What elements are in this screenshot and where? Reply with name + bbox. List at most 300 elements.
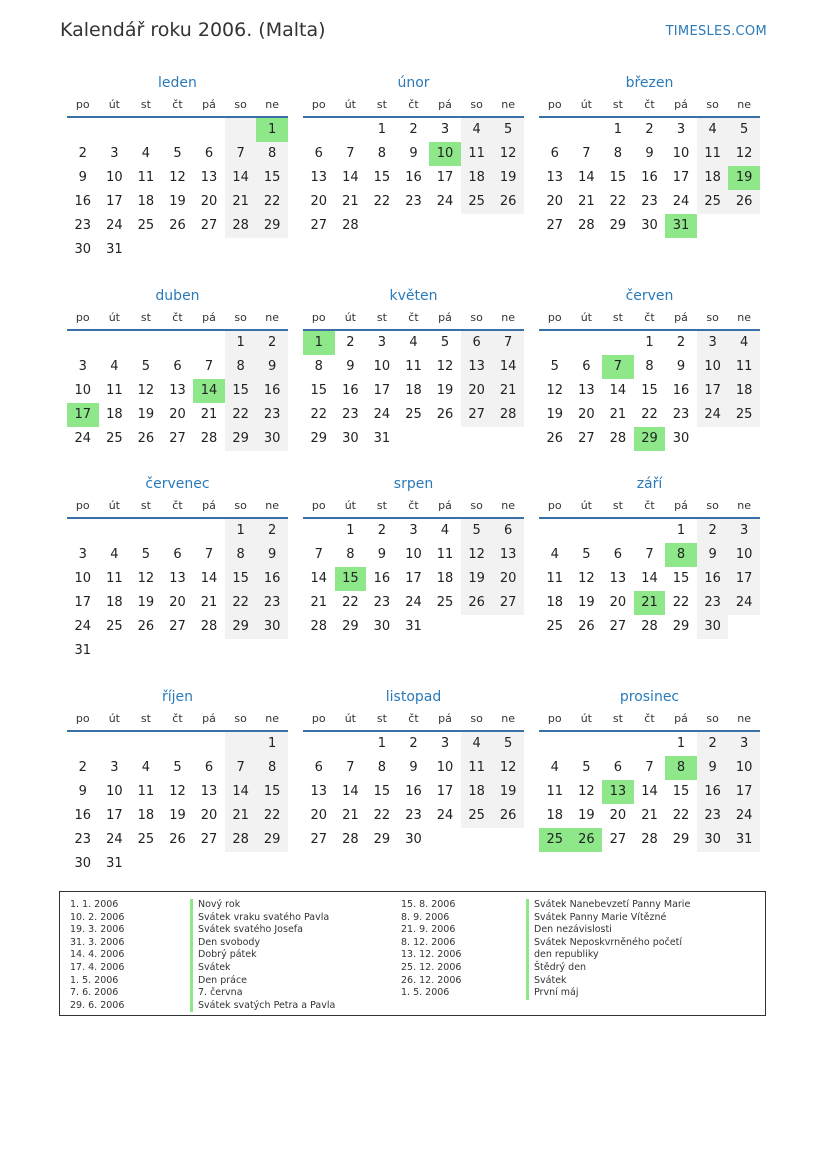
weekday-label: so bbox=[706, 712, 719, 725]
day-cell: 20 bbox=[609, 595, 627, 610]
day-cell: 3 bbox=[78, 359, 87, 374]
day-cell: 22 bbox=[256, 190, 288, 214]
month-block bbox=[539, 285, 760, 451]
weekday-label: st bbox=[612, 499, 623, 512]
day-cell: 25 bbox=[137, 218, 155, 233]
day-cell: 28 bbox=[492, 403, 524, 427]
day-cell: 27 bbox=[169, 431, 186, 446]
weekday-label: út bbox=[108, 499, 120, 512]
weekday-label: po bbox=[311, 499, 326, 512]
holiday-day-cell: 25 bbox=[539, 828, 571, 852]
weekday-header bbox=[67, 94, 288, 118]
day-cell: 12 bbox=[461, 543, 493, 567]
holiday-day-cell: 31 bbox=[665, 214, 697, 238]
legend-date: 10. 2. 2006 bbox=[70, 911, 125, 923]
weekday-header bbox=[539, 495, 760, 519]
weekday-label: čt bbox=[644, 712, 655, 725]
day-cell: 7 bbox=[225, 756, 257, 780]
day-cell: 9 bbox=[78, 170, 87, 185]
holiday-day-cell: 8 bbox=[665, 543, 697, 567]
legend-date: 1. 5. 2006 bbox=[401, 987, 450, 999]
day-cell: 19 bbox=[492, 780, 524, 804]
site-brand-link[interactable]: TIMESLES.COM bbox=[665, 24, 767, 39]
day-cell: 4 bbox=[141, 146, 151, 161]
month-block bbox=[67, 686, 288, 876]
day-cell: 6 bbox=[582, 359, 591, 374]
weekday-label: po bbox=[311, 311, 326, 324]
weekday-label: út bbox=[344, 499, 356, 512]
day-cell: 16 bbox=[256, 379, 288, 403]
month-name: červenec bbox=[145, 476, 210, 492]
day-cell: 18 bbox=[405, 383, 422, 398]
weekday-label: po bbox=[75, 499, 90, 512]
day-cell: 24 bbox=[672, 194, 690, 209]
weekday-label: so bbox=[470, 98, 483, 111]
month-name: září bbox=[636, 476, 663, 492]
day-cell: 24 bbox=[106, 832, 123, 847]
weekday-label: so bbox=[706, 98, 719, 111]
day-cell: 22 bbox=[225, 591, 257, 615]
month-block bbox=[539, 686, 760, 852]
day-cell: 10 bbox=[728, 543, 760, 567]
day-cell: 29 bbox=[672, 619, 690, 634]
day-cell: 15 bbox=[256, 166, 288, 190]
weekday-label: st bbox=[612, 98, 623, 111]
day-cell: 29 bbox=[225, 427, 257, 451]
weekday-label: so bbox=[706, 311, 719, 324]
weekday-header bbox=[67, 307, 288, 331]
day-cell: 4 bbox=[461, 118, 493, 142]
month-block bbox=[303, 473, 524, 639]
day-cell: 28 bbox=[578, 218, 595, 233]
month-name: prosinec bbox=[619, 689, 680, 705]
legend-holiday-name: den republiky bbox=[526, 949, 690, 962]
day-cell: 30 bbox=[697, 615, 729, 639]
legend-dates-left bbox=[70, 899, 124, 1012]
empty-cell bbox=[571, 519, 603, 543]
weekday-label: čt bbox=[644, 311, 655, 324]
day-cell: 1 bbox=[645, 335, 654, 350]
day-cell: 6 bbox=[461, 331, 493, 355]
weekday-label: pá bbox=[202, 499, 216, 512]
empty-cell bbox=[130, 519, 162, 543]
day-cell: 18 bbox=[436, 571, 454, 586]
day-cell: 15 bbox=[373, 170, 391, 185]
day-grid bbox=[303, 118, 524, 238]
day-cell: 17 bbox=[74, 595, 92, 610]
day-cell: 1 bbox=[256, 732, 288, 756]
day-cell: 11 bbox=[137, 170, 155, 185]
weekday-label: po bbox=[547, 98, 562, 111]
day-cell: 6 bbox=[314, 760, 323, 775]
day-cell: 28 bbox=[342, 218, 359, 233]
day-cell: 29 bbox=[373, 832, 391, 847]
day-cell: 14 bbox=[225, 780, 257, 804]
legend-holiday-name: Štědrý den bbox=[526, 962, 690, 975]
day-cell: 8 bbox=[645, 359, 654, 374]
empty-cell bbox=[130, 118, 162, 142]
weekday-label: čt bbox=[408, 712, 419, 725]
day-cell: 31 bbox=[728, 828, 760, 852]
day-cell: 10 bbox=[728, 756, 760, 780]
day-cell: 23 bbox=[405, 808, 422, 823]
weekday-label: pá bbox=[202, 311, 216, 324]
day-cell: 13 bbox=[578, 383, 595, 398]
day-cell: 12 bbox=[169, 784, 186, 799]
legend-holiday-name: Dobrý pátek bbox=[190, 949, 335, 962]
day-cell: 9 bbox=[346, 359, 355, 374]
empty-cell bbox=[193, 519, 225, 543]
day-cell: 15 bbox=[373, 784, 391, 799]
day-cell: 4 bbox=[461, 732, 493, 756]
day-cell: 21 bbox=[310, 595, 328, 610]
weekday-header bbox=[303, 307, 524, 331]
day-cell: 28 bbox=[641, 832, 658, 847]
legend-holiday-name: Den práce bbox=[190, 975, 335, 988]
weekday-label: so bbox=[234, 499, 247, 512]
day-cell: 29 bbox=[256, 214, 288, 238]
day-cell: 9 bbox=[645, 146, 654, 161]
legend-holiday-name: Svátek svatých Petra a Pavla bbox=[190, 1000, 335, 1013]
holiday-day-cell: 8 bbox=[665, 756, 697, 780]
weekday-label: pá bbox=[674, 712, 688, 725]
day-cell: 14 bbox=[225, 166, 257, 190]
empty-cell bbox=[303, 118, 335, 142]
day-cell: 15 bbox=[225, 379, 257, 403]
day-cell: 4 bbox=[728, 331, 760, 355]
weekday-label: ne bbox=[501, 499, 516, 512]
weekday-label: čt bbox=[408, 311, 419, 324]
day-cell: 5 bbox=[550, 359, 559, 374]
day-cell: 21 bbox=[225, 804, 257, 828]
weekday-label: pá bbox=[438, 499, 452, 512]
month-block bbox=[539, 72, 760, 238]
legend-holiday-name: Svátek Panny Marie Vítězné bbox=[526, 912, 690, 925]
day-cell: 23 bbox=[697, 804, 729, 828]
empty-cell bbox=[571, 732, 603, 756]
day-cell: 13 bbox=[169, 383, 186, 398]
weekday-label: pá bbox=[438, 98, 452, 111]
weekday-label: po bbox=[547, 311, 562, 324]
legend-date: 26. 12. 2006 bbox=[401, 974, 462, 986]
weekday-label: po bbox=[547, 499, 562, 512]
weekday-header bbox=[539, 708, 760, 732]
day-cell: 27 bbox=[169, 619, 186, 634]
day-cell: 26 bbox=[492, 804, 524, 828]
day-cell: 2 bbox=[697, 519, 729, 543]
month-block bbox=[67, 473, 288, 663]
day-cell: 27 bbox=[492, 591, 524, 615]
legend-date: 7. 6. 2006 bbox=[70, 987, 119, 999]
day-cell: 3 bbox=[728, 519, 760, 543]
weekday-label: po bbox=[75, 98, 90, 111]
weekday-label: st bbox=[140, 499, 151, 512]
weekday-label: st bbox=[376, 499, 387, 512]
empty-cell bbox=[162, 732, 194, 756]
day-cell: 28 bbox=[200, 619, 218, 634]
day-cell: 13 bbox=[492, 543, 524, 567]
day-cell: 20 bbox=[578, 407, 595, 422]
day-cell: 9 bbox=[409, 146, 418, 161]
day-cell: 9 bbox=[697, 756, 729, 780]
empty-cell bbox=[67, 118, 99, 142]
empty-cell bbox=[303, 732, 335, 756]
weekday-header bbox=[539, 94, 760, 118]
day-cell: 14 bbox=[342, 170, 359, 185]
weekday-label: st bbox=[612, 311, 623, 324]
day-cell: 1 bbox=[377, 736, 387, 751]
day-cell: 25 bbox=[106, 431, 123, 446]
day-cell: 10 bbox=[74, 571, 92, 586]
day-cell: 2 bbox=[78, 146, 87, 161]
legend-date: 1. 5. 2006 bbox=[70, 974, 119, 986]
day-cell: 18 bbox=[461, 780, 493, 804]
day-cell: 16 bbox=[405, 170, 422, 185]
day-cell: 29 bbox=[672, 832, 690, 847]
day-cell: 14 bbox=[641, 784, 658, 799]
empty-cell bbox=[162, 331, 194, 355]
day-cell: 30 bbox=[405, 832, 422, 847]
day-cell: 12 bbox=[728, 142, 760, 166]
day-cell: 24 bbox=[405, 595, 422, 610]
day-cell: 26 bbox=[578, 619, 595, 634]
day-cell: 16 bbox=[405, 784, 422, 799]
day-cell: 12 bbox=[578, 784, 595, 799]
weekday-label: so bbox=[234, 712, 247, 725]
weekday-header bbox=[67, 708, 288, 732]
day-cell: 10 bbox=[405, 547, 422, 562]
weekday-label: čt bbox=[644, 98, 655, 111]
day-cell: 19 bbox=[546, 407, 564, 422]
empty-cell bbox=[634, 519, 666, 543]
day-cell: 9 bbox=[78, 784, 87, 799]
day-cell: 6 bbox=[550, 146, 559, 161]
legend-names-right bbox=[526, 899, 690, 1000]
day-cell: 27 bbox=[310, 832, 328, 847]
day-cell: 26 bbox=[492, 190, 524, 214]
month-block bbox=[303, 72, 524, 238]
day-cell: 7 bbox=[346, 146, 355, 161]
day-cell: 4 bbox=[550, 547, 559, 562]
day-cell: 6 bbox=[173, 359, 182, 374]
legend-holiday-name: Svátek Nanebevzetí Panny Marie bbox=[526, 899, 690, 912]
day-cell: 30 bbox=[672, 431, 690, 446]
day-cell: 26 bbox=[461, 591, 493, 615]
legend-holiday-name: Svátek Neposkvrněného početí bbox=[526, 937, 690, 950]
day-cell: 17 bbox=[728, 780, 760, 804]
legend-date: 1. 1. 2006 bbox=[70, 899, 119, 910]
day-cell: 8 bbox=[225, 355, 257, 379]
empty-cell bbox=[193, 118, 225, 142]
month-name: březen bbox=[625, 75, 674, 91]
day-cell: 13 bbox=[169, 571, 186, 586]
weekday-label: pá bbox=[674, 98, 688, 111]
day-cell: 24 bbox=[436, 808, 454, 823]
day-cell: 8 bbox=[225, 543, 257, 567]
day-cell: 17 bbox=[436, 170, 454, 185]
weekday-label: ne bbox=[501, 311, 516, 324]
day-cell: 16 bbox=[256, 567, 288, 591]
day-cell: 19 bbox=[137, 407, 155, 422]
weekday-label: út bbox=[344, 98, 356, 111]
day-cell: 2 bbox=[409, 736, 418, 751]
weekday-label: so bbox=[234, 98, 247, 111]
day-cell: 12 bbox=[578, 571, 595, 586]
day-cell: 26 bbox=[436, 407, 454, 422]
day-cell: 24 bbox=[728, 804, 760, 828]
month-name: duben bbox=[155, 288, 200, 304]
weekday-header bbox=[303, 495, 524, 519]
day-cell: 5 bbox=[492, 118, 524, 142]
empty-cell bbox=[335, 732, 367, 756]
day-cell: 27 bbox=[461, 403, 493, 427]
day-cell: 10 bbox=[106, 784, 123, 799]
day-cell: 29 bbox=[609, 218, 627, 233]
day-cell: 10 bbox=[697, 355, 729, 379]
day-cell: 25 bbox=[697, 190, 729, 214]
day-cell: 3 bbox=[440, 122, 450, 137]
day-cell: 15 bbox=[672, 784, 690, 799]
day-cell: 25 bbox=[728, 403, 760, 427]
weekday-label: út bbox=[344, 311, 356, 324]
day-cell: 19 bbox=[169, 194, 186, 209]
month-name: květen bbox=[389, 288, 438, 304]
empty-cell bbox=[99, 732, 131, 756]
weekday-label: st bbox=[140, 712, 151, 725]
day-cell: 2 bbox=[256, 331, 288, 355]
day-cell: 12 bbox=[492, 142, 524, 166]
day-cell: 24 bbox=[436, 194, 454, 209]
day-cell: 23 bbox=[697, 591, 729, 615]
day-grid bbox=[67, 732, 288, 876]
legend-holiday-name: Svátek bbox=[526, 975, 690, 988]
weekday-label: út bbox=[108, 712, 120, 725]
weekday-label: út bbox=[344, 712, 356, 725]
day-cell: 21 bbox=[609, 407, 627, 422]
day-cell: 8 bbox=[377, 146, 387, 161]
weekday-label: čt bbox=[172, 712, 183, 725]
day-cell: 13 bbox=[461, 355, 493, 379]
day-cell: 6 bbox=[173, 547, 182, 562]
empty-cell bbox=[303, 519, 335, 543]
day-cell: 5 bbox=[582, 547, 591, 562]
weekday-label: po bbox=[311, 98, 326, 111]
weekday-label: pá bbox=[674, 499, 688, 512]
weekday-label: st bbox=[376, 311, 387, 324]
day-cell: 25 bbox=[436, 595, 454, 610]
day-cell: 5 bbox=[141, 359, 151, 374]
day-cell: 9 bbox=[256, 355, 288, 379]
day-cell: 25 bbox=[546, 619, 564, 634]
empty-cell bbox=[193, 732, 225, 756]
empty-cell bbox=[335, 118, 367, 142]
day-grid bbox=[67, 331, 288, 451]
day-cell: 21 bbox=[578, 194, 595, 209]
day-cell: 11 bbox=[106, 571, 123, 586]
day-cell: 28 bbox=[310, 619, 328, 634]
weekday-label: čt bbox=[408, 98, 419, 111]
weekday-label: po bbox=[75, 712, 90, 725]
day-cell: 5 bbox=[728, 118, 760, 142]
weekday-label: st bbox=[140, 311, 151, 324]
day-cell: 4 bbox=[440, 523, 450, 538]
day-grid bbox=[67, 519, 288, 663]
weekday-label: pá bbox=[438, 311, 452, 324]
legend-date: 25. 12. 2006 bbox=[401, 961, 462, 973]
day-cell: 21 bbox=[342, 808, 359, 823]
empty-cell bbox=[162, 118, 194, 142]
day-cell: 5 bbox=[582, 760, 591, 775]
weekday-label: ne bbox=[265, 712, 280, 725]
day-cell: 21 bbox=[492, 379, 524, 403]
weekday-label: čt bbox=[172, 311, 183, 324]
day-cell: 22 bbox=[256, 804, 288, 828]
day-cell: 9 bbox=[676, 359, 686, 374]
day-cell: 28 bbox=[200, 431, 218, 446]
day-cell: 22 bbox=[373, 194, 391, 209]
day-cell: 26 bbox=[137, 619, 155, 634]
weekday-header bbox=[303, 94, 524, 118]
day-cell: 12 bbox=[436, 359, 454, 374]
weekday-label: út bbox=[108, 311, 120, 324]
holiday-day-cell: 15 bbox=[335, 567, 367, 591]
empty-cell bbox=[99, 331, 131, 355]
day-cell: 14 bbox=[200, 571, 218, 586]
day-cell: 1 bbox=[225, 519, 257, 543]
day-cell: 7 bbox=[225, 142, 257, 166]
empty-cell bbox=[67, 732, 99, 756]
day-cell: 15 bbox=[310, 383, 328, 398]
holiday-day-cell: 14 bbox=[193, 379, 225, 403]
day-cell: 14 bbox=[609, 383, 627, 398]
day-cell: 25 bbox=[461, 190, 493, 214]
month-block bbox=[67, 285, 288, 451]
day-cell: 8 bbox=[613, 146, 623, 161]
empty-cell bbox=[539, 118, 571, 142]
day-cell: 11 bbox=[137, 784, 155, 799]
legend-date: 31. 3. 2006 bbox=[70, 936, 125, 948]
day-cell: 10 bbox=[373, 359, 391, 374]
day-cell: 20 bbox=[492, 567, 524, 591]
legend-dates-right bbox=[401, 899, 461, 1000]
legend-date: 8. 9. 2006 bbox=[401, 911, 450, 923]
day-cell: 1 bbox=[613, 122, 623, 137]
day-cell: 1 bbox=[225, 331, 257, 355]
day-cell: 20 bbox=[200, 194, 218, 209]
day-cell: 22 bbox=[225, 403, 257, 427]
day-cell: 17 bbox=[728, 567, 760, 591]
legend-date: 15. 8. 2006 bbox=[401, 899, 456, 910]
day-cell: 28 bbox=[609, 431, 627, 446]
month-block bbox=[67, 72, 288, 262]
day-cell: 15 bbox=[256, 780, 288, 804]
day-cell: 19 bbox=[137, 595, 155, 610]
day-cell: 8 bbox=[377, 760, 387, 775]
day-cell: 5 bbox=[173, 146, 182, 161]
day-cell: 18 bbox=[546, 808, 564, 823]
day-cell: 29 bbox=[256, 828, 288, 852]
day-cell: 28 bbox=[225, 828, 257, 852]
day-cell: 24 bbox=[373, 407, 391, 422]
day-cell: 19 bbox=[492, 166, 524, 190]
empty-cell bbox=[539, 732, 571, 756]
weekday-label: ne bbox=[737, 499, 752, 512]
day-cell: 5 bbox=[492, 732, 524, 756]
day-cell: 3 bbox=[676, 122, 686, 137]
day-cell: 19 bbox=[578, 808, 595, 823]
weekday-label: st bbox=[376, 98, 387, 111]
day-cell: 13 bbox=[546, 170, 564, 185]
